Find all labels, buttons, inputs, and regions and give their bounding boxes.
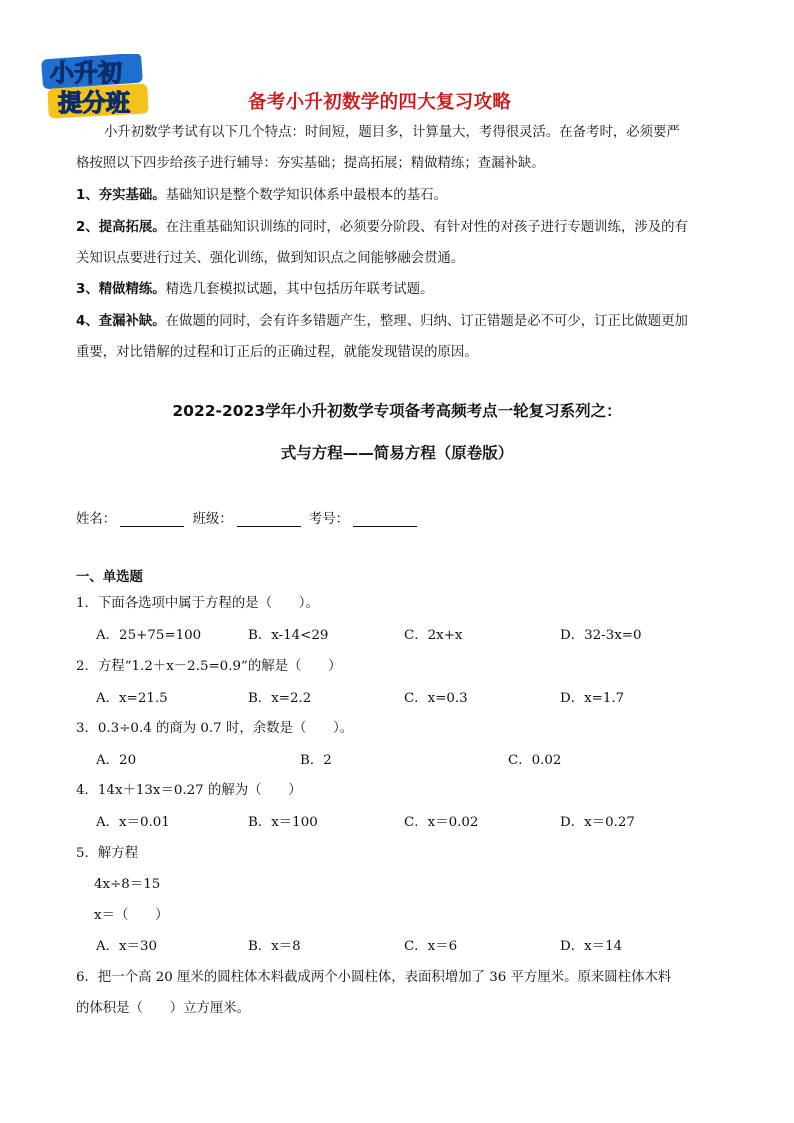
- point-4-line2: 重要，对比错解的过程和订正后的正确过程，就能发现错误的原因。: [76, 345, 478, 360]
- question-1-option-b[interactable]: B．x-14<29: [248, 628, 329, 643]
- point-4-text: 在做题的同时，会有许多错题产生，整理、归纳、订正错题是必不可少，订正比做题更加: [165, 314, 688, 329]
- question-5-option-a[interactable]: A．x＝30: [96, 939, 158, 954]
- question-5-option-c[interactable]: C．x＝6: [404, 939, 458, 954]
- point-4-heading: 4、查漏补缺。: [76, 314, 166, 329]
- question-5-option-b[interactable]: B．x＝8: [248, 939, 301, 954]
- exam-title-line2: 式与方程——简易方程（原卷版）: [280, 444, 514, 462]
- logo-line2: 提分班: [58, 89, 130, 117]
- point-1-text: 基础知识是整个数学知识体系中最根本的基石。: [165, 188, 447, 203]
- number-label: 考号：: [308, 512, 350, 527]
- question-2-option-c[interactable]: C．x=0.3: [404, 691, 468, 706]
- student-info-row: [76, 508, 421, 527]
- question-2-option-a[interactable]: A．x=21.5: [96, 691, 168, 706]
- question-1-option-a[interactable]: A．25+75=100: [96, 628, 202, 643]
- question-3-stem: 3．0.3÷0.4 的商为 0.7 时，余数是（ ）。: [76, 721, 354, 736]
- strategy-point-2: [76, 212, 720, 243]
- point-3-heading: 3、精做精练。: [76, 282, 166, 297]
- question-5-equation: 4x÷8＝15: [94, 877, 161, 892]
- question-4-stem: 4．14x＋13x＝0.27 的解为（ ）: [76, 783, 302, 798]
- intro-line1: 小升初数学考试有以下几个特点：时间短，题目多，计算量大，考得很灵活。在备考时，必须要严: [104, 125, 680, 140]
- strategy-point-1: [76, 180, 720, 211]
- strategy-title: 备考小升初数学的四大复习攻略: [248, 92, 512, 113]
- question-3-option-c[interactable]: C．0.02: [508, 753, 562, 768]
- question-4-option-d[interactable]: D．x＝0.27: [560, 815, 635, 830]
- section-title: 一、单选题: [76, 570, 143, 585]
- class-label: 班级：: [192, 512, 233, 527]
- strategy-point-3: [76, 274, 720, 305]
- question-4-option-a[interactable]: A．x＝0.01: [96, 815, 170, 830]
- strategy-point-4: [76, 306, 720, 337]
- question-3-option-b[interactable]: B．2: [300, 753, 332, 768]
- point-3-text: 精选几套模拟试题，其中包括历年联考试题。: [165, 282, 434, 297]
- question-5-option-d[interactable]: D．x＝14: [560, 939, 623, 954]
- question-4-option-b[interactable]: B．x＝100: [248, 815, 318, 830]
- question-5-stem: 5．解方程: [76, 846, 139, 861]
- name-label: 姓名：: [76, 512, 117, 527]
- logo-line1: 小升初: [50, 59, 122, 87]
- point-2-line2: 关知识点要进行过关、强化训练，做到知识点之间能够融会贯通。: [76, 251, 465, 266]
- question-6-stem: 6．把一个高 20 厘米的圆柱体木料截成两个小圆柱体，表面积增加了 36 平方厘米。原来圆柱体木料: [76, 970, 672, 985]
- question-5-answer-line: x＝（ ）: [94, 908, 169, 923]
- class-field[interactable]: [237, 512, 301, 527]
- intro-line2: 格按照以下四步给孩子进行辅导：夯实基础；提高拓展；精做精练；查漏补缺。: [76, 156, 545, 171]
- point-1-heading: 1、夯实基础。: [76, 188, 166, 203]
- logo-graphic: [38, 54, 150, 120]
- question-2-option-b[interactable]: B．x=2.2: [248, 691, 312, 706]
- exam-title-line1: 2022-2023学年小升初数学专项备考高频考点一轮复习系列之：: [172, 402, 622, 420]
- question-3-option-a[interactable]: A．20: [96, 753, 137, 768]
- question-4-option-c[interactable]: C．x＝0.02: [404, 815, 479, 830]
- logo: [38, 54, 150, 120]
- number-field[interactable]: [353, 512, 417, 527]
- point-2-text: 在注重基础知识训练的同时，必须要分阶段、有针对性的对孩子进行专题训练，涉及的有: [165, 220, 688, 235]
- question-1-option-c[interactable]: C．2x+x: [404, 628, 463, 643]
- question-1-stem: 1．下面各选项中属于方程的是（ ）。: [76, 596, 319, 611]
- question-6-stem-line2: 的体积是（ ）立方厘米。: [76, 1001, 251, 1016]
- question-1-option-d[interactable]: D．32-3x=0: [560, 628, 642, 643]
- name-field[interactable]: [120, 512, 184, 527]
- point-2-heading: 2、提高拓展。: [76, 220, 166, 235]
- question-2-option-d[interactable]: D．x=1.7: [560, 691, 625, 706]
- question-2-stem: 2．方程“1.2＋x－2.5=0.9”的解是（ ）: [76, 659, 342, 674]
